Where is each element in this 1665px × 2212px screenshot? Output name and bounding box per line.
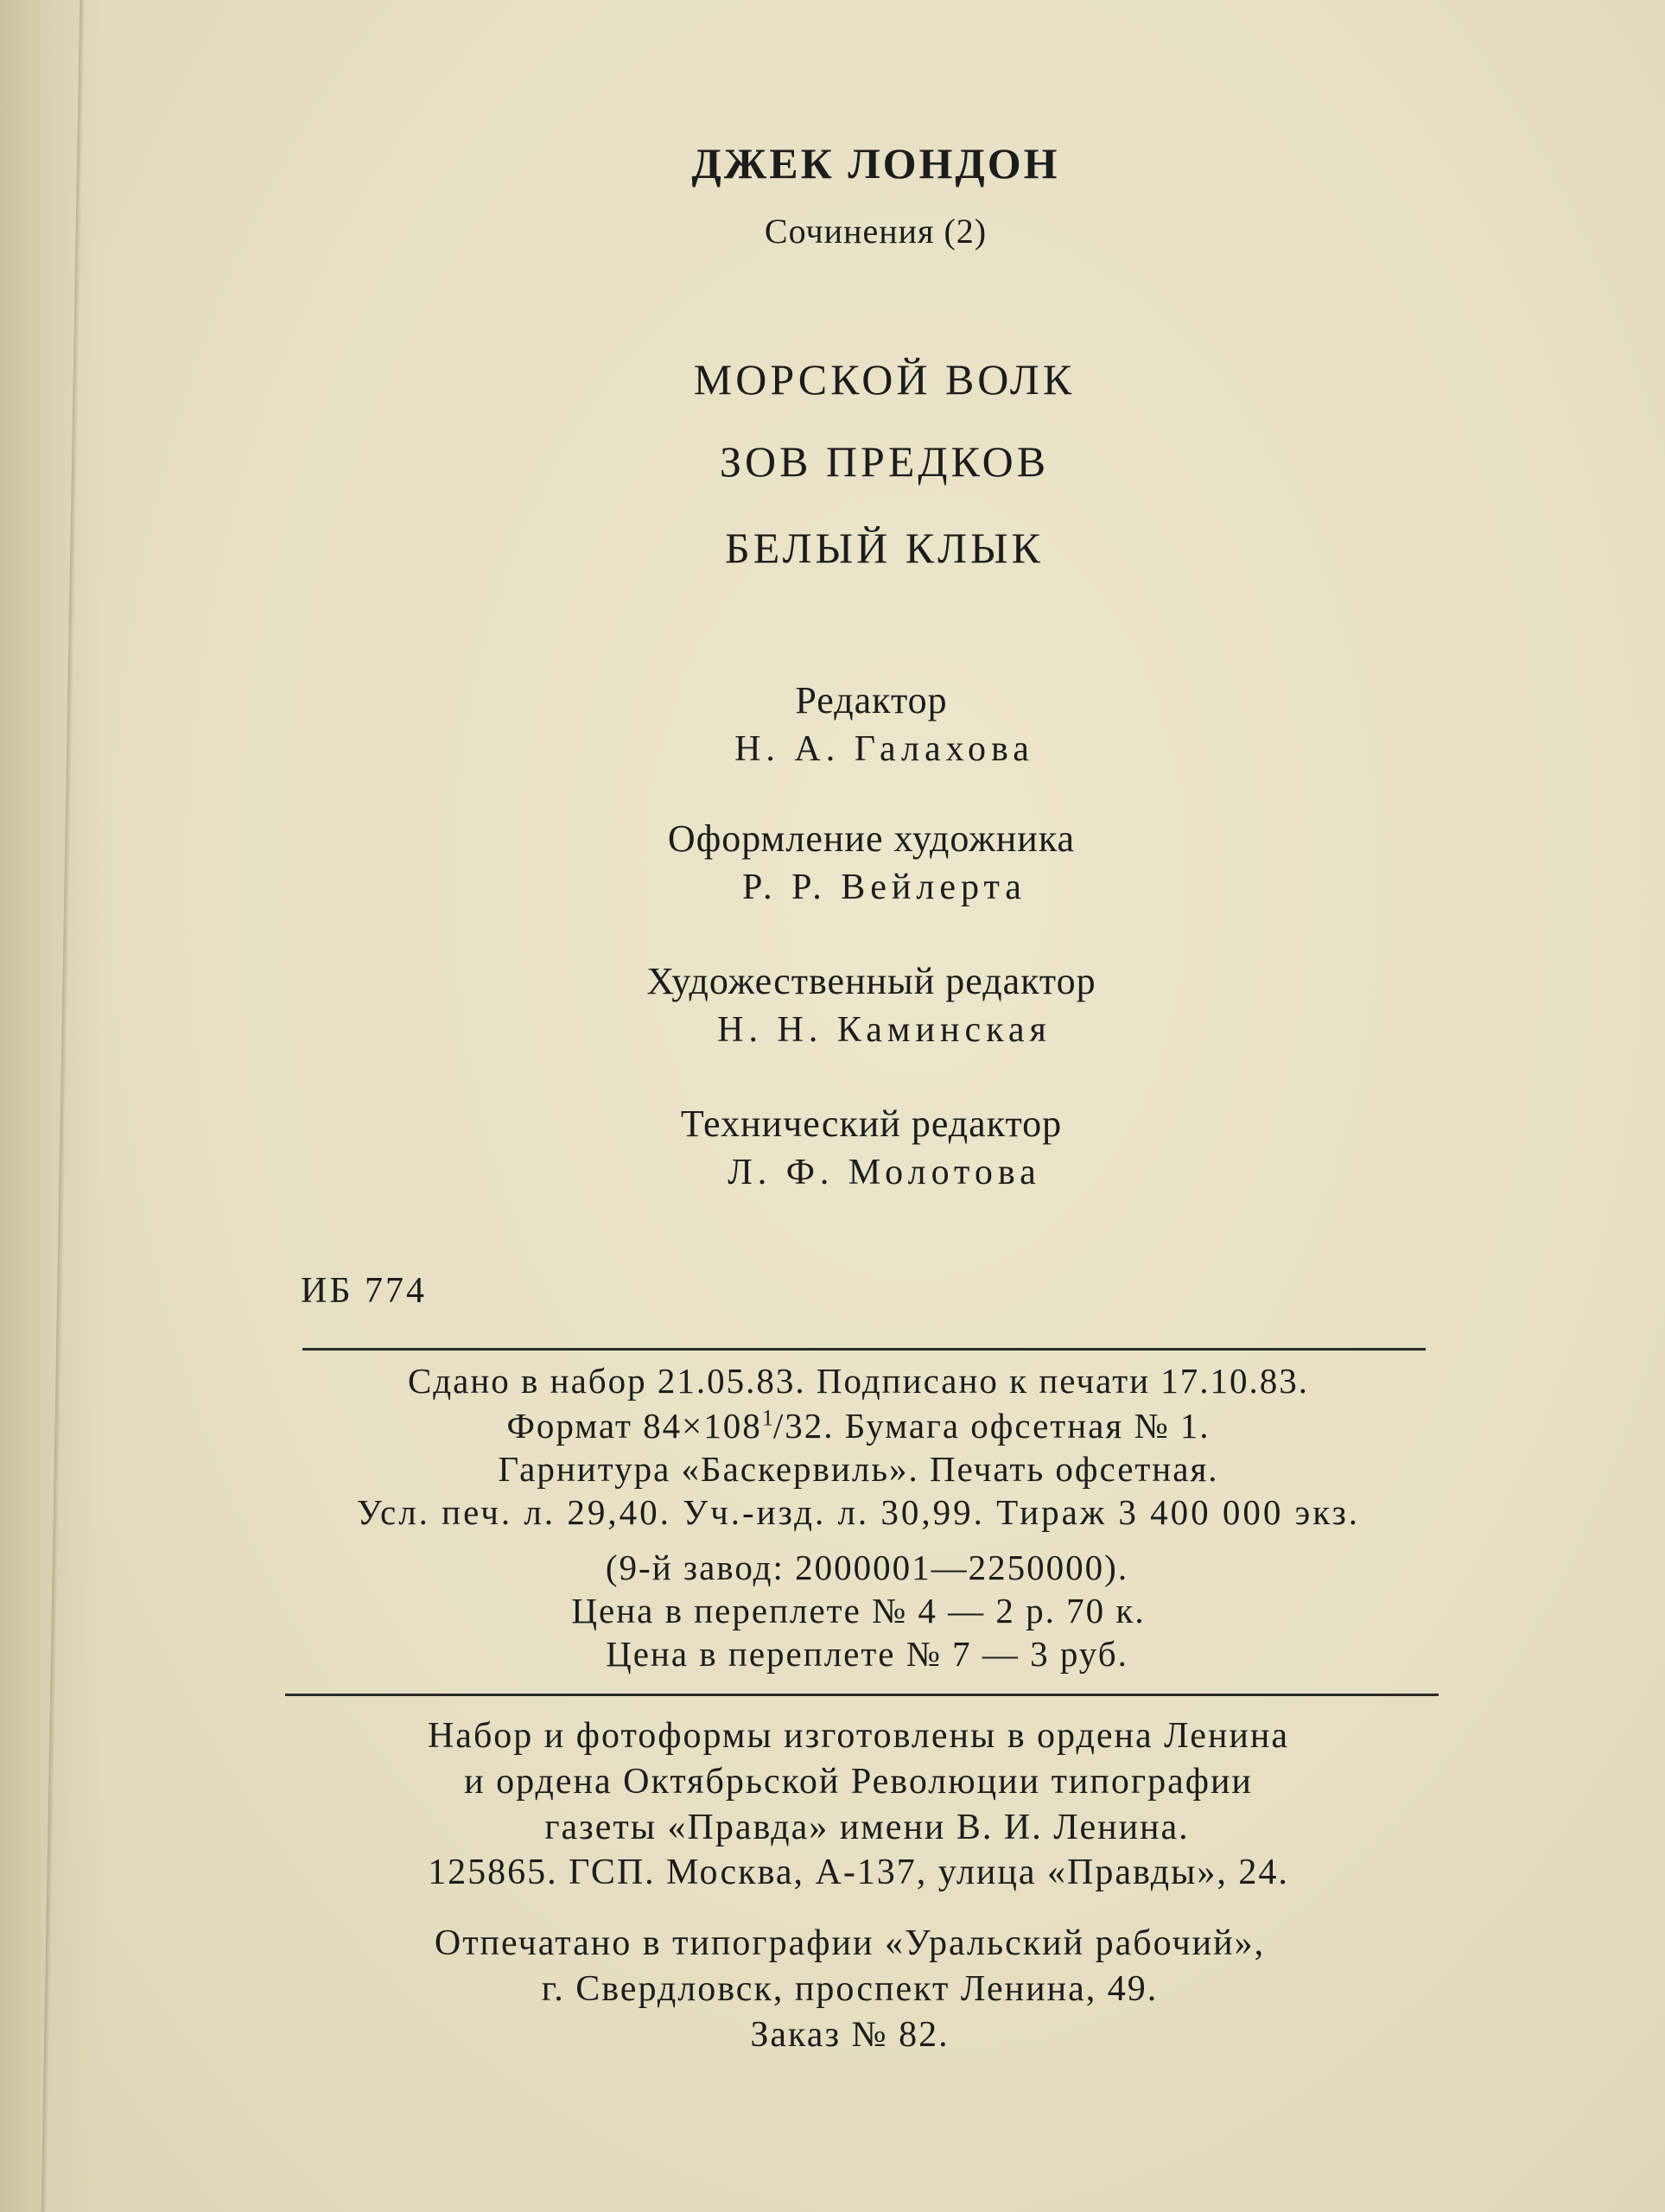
divider-bottom (285, 1694, 1439, 1696)
credit-name-art-editor: Н. Н. Каминская (717, 1010, 1052, 1050)
credit-role-editor: Редактор (795, 679, 948, 721)
printing-line-3: газеты «Правда» имени В. И. Ленина. (544, 1808, 1190, 1847)
order-number: Заказ № 82. (750, 2015, 950, 2055)
imprint-factory: (9-й завод: 2000001—2250000). (605, 1548, 1129, 1587)
printing-line-1: Набор и фотоформы изготовлены в ордена Ленина (427, 1716, 1290, 1756)
printed-address: г. Свердловск, проспект Ленина, 49. (541, 1969, 1159, 2009)
imprint-dates: Сдано в набор 21.05.83. Подписано к печати 17.10.83. (407, 1361, 1310, 1401)
author-name: ДЖЕК ЛОНДОН (691, 139, 1060, 188)
credit-role-tech-editor: Технический редактор (680, 1103, 1063, 1145)
imprint-print-run: Усл. печ. л. 29,40. Уч.-изд. л. 30,99. Тираж 3 400 000 экз. (356, 1492, 1361, 1532)
printing-address: 125865. ГСП. Москва, А-137, улица «Правды», 24. (428, 1853, 1289, 1892)
imprint-format-post: /32. Бумага офсетная № 1. (772, 1406, 1211, 1446)
imprint-format-sup: 1 (761, 1405, 773, 1431)
printing-line-2: и ордена Октябрьской Революции типографии (464, 1762, 1253, 1802)
credit-name-editor: Н. А. Галахова (734, 729, 1034, 769)
printed-by: Отпечатано в типографии «Уральский рабочий», (434, 1923, 1266, 1963)
ib-number: ИБ 774 (301, 1271, 427, 1311)
book-title-1: МОРСКОЙ ВОЛК (693, 355, 1076, 404)
series-title: Сочинения (2) (764, 212, 988, 251)
book-title-3: БЕЛЫЙ КЛЫК (725, 524, 1044, 572)
credit-role-art-editor: Художественный редактор (646, 960, 1096, 1002)
divider-top (302, 1348, 1426, 1351)
imprint-format (26, 1405, 1665, 1446)
credit-role-designer: Оформление художника (667, 817, 1076, 860)
imprint-price-1: Цена в переплете № 4 — 2 р. 70 к. (571, 1591, 1146, 1630)
imprint-price-2: Цена в переплете № 7 — 3 руб. (606, 1634, 1128, 1674)
imprint-typeface: Гарнитура «Баскервиль». Печать офсетная. (498, 1449, 1219, 1489)
credit-name-tech-editor: Л. Ф. Молотова (728, 1153, 1041, 1192)
book-title-2: ЗОВ ПРЕДКОВ (719, 437, 1050, 486)
imprint-format-pre: Формат 84×108 (506, 1406, 762, 1446)
credit-name-designer: Р. Р. Вейлерта (742, 868, 1026, 907)
